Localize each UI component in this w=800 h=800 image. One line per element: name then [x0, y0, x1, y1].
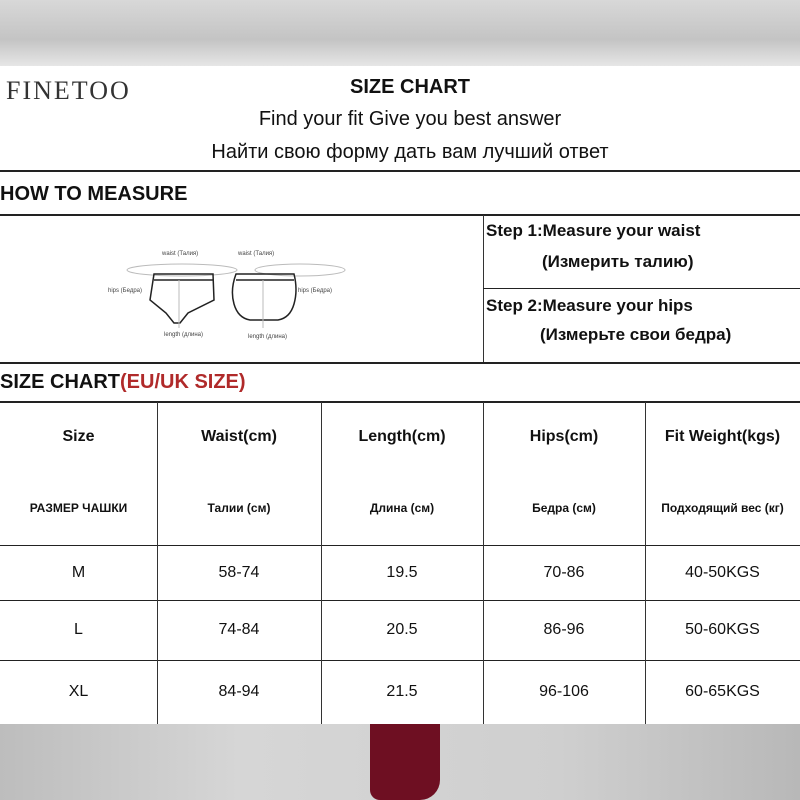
table-cell: 70-86 [543, 563, 585, 581]
length-label: length (длина) [248, 334, 288, 340]
table-border [0, 545, 800, 546]
column-header-ru: Подходящий вес (кг) [661, 501, 784, 515]
table-cell: L [74, 621, 83, 638]
hips-label: hips (Бедра) [298, 288, 332, 294]
column-header: Hips(cm) [529, 428, 599, 445]
page-title: SIZE CHART [350, 76, 470, 98]
hips-label: hips (Бедра) [108, 288, 142, 294]
table-cell: 21.5 [386, 683, 418, 700]
divider [483, 288, 800, 289]
measurement-diagram [100, 240, 350, 340]
table-cell: 58-74 [218, 563, 260, 581]
table-cell: 19.5 [386, 563, 418, 581]
step1-text: Step 1:Measure your waist [486, 221, 701, 240]
subtitle-en: Find your fit Give you best answer [258, 108, 562, 130]
table-cell: 60-65KGS [685, 683, 760, 700]
waist-label: waist (Талия) [238, 251, 275, 257]
table-cell: 86-96 [543, 621, 585, 638]
column-header-ru: Талии (см) [207, 501, 271, 515]
table-border [0, 600, 800, 601]
product-fabric [370, 724, 440, 800]
how-to-measure-heading: HOW TO MEASURE [0, 183, 188, 205]
table-cell: XL [68, 683, 89, 700]
size-chart-heading-text: SIZE CHART [0, 371, 120, 393]
brand-name: FINETOO [6, 76, 131, 105]
step1-ru-text: (Измерить талию) [542, 252, 694, 271]
table-border [321, 402, 322, 724]
table-border [157, 402, 158, 724]
divider [0, 214, 800, 216]
table-cell: M [71, 563, 86, 581]
table-border [483, 402, 484, 724]
table-cell: 40-50KGS [685, 563, 760, 581]
column-header: Waist(cm) [201, 428, 277, 445]
table-border [645, 402, 646, 724]
column-header-ru: Длина (см) [369, 501, 435, 515]
table-cell: 20.5 [386, 621, 418, 638]
column-header: Length(cm) [358, 428, 446, 445]
column-header: Size [62, 428, 95, 445]
table-cell: 74-84 [218, 621, 260, 638]
column-header-ru: РАЗМЕР ЧАШКИ [29, 501, 128, 515]
size-chart-region: (EU/UK SIZE) [120, 371, 246, 393]
divider [0, 362, 800, 364]
subtitle-ru: Найти свою форму дать вам лучший ответ [211, 141, 609, 163]
table-cell: 50-60KGS [685, 621, 760, 638]
step2-text: Step 2:Measure your hips [486, 296, 693, 315]
table-border [0, 660, 800, 661]
waist-label: waist (Талия) [162, 251, 199, 257]
column-header-ru: Бедра (см) [532, 501, 596, 515]
size-chart-heading [0, 371, 246, 394]
divider [0, 170, 800, 172]
column-header: Fit Weight(kgs) [664, 428, 781, 445]
step2-ru-text: (Измерьте свои бедра) [540, 325, 732, 344]
length-label: length (длина) [164, 332, 204, 338]
table-cell: 96-106 [539, 683, 589, 700]
top-photo-band [0, 0, 800, 66]
table-cell: 84-94 [218, 683, 260, 700]
